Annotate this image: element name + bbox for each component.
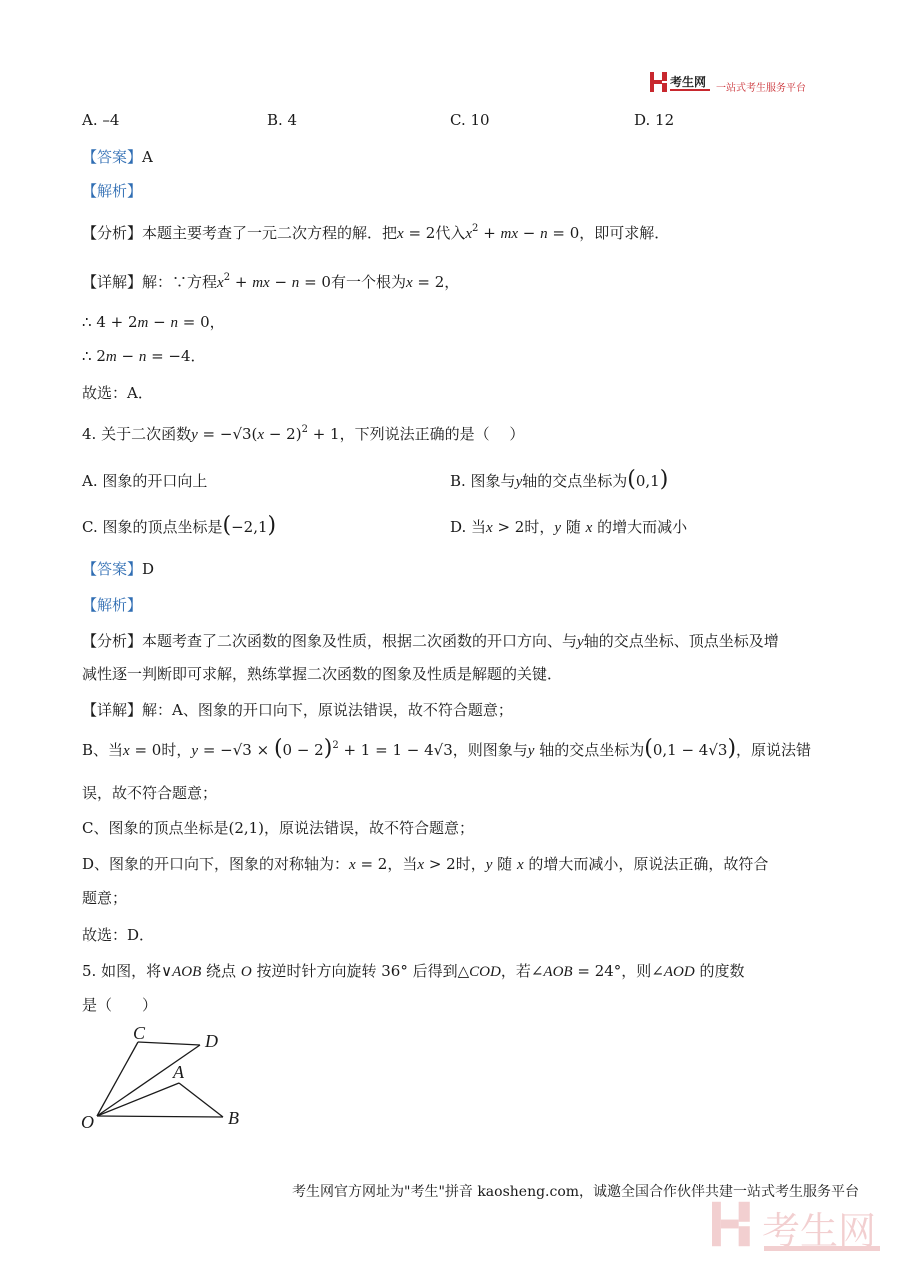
q4-answer: D [142,560,155,578]
q4-option-d-text-3: 随 [565,518,581,536]
q4-stem: 4. 关于二次函数$y = -√3(x - 2)^2 + 1$，下列说法正确的是（ ） [82,424,525,443]
label-b: B [228,1108,239,1128]
q4-fenxi-line-1: 【分析】本题考查了二次函数的图象及性质，根据二次函数的开口方向、与y轴的交点坐标、顶点坐标及增 [82,632,779,650]
q3-step-2: ∴ 2m − n = −4． [82,347,206,365]
q5-stem-line-1: 5. 如图，将∨AOB 绕点 O 按逆时针方向旋转 36° 后得到△COD，若∠AOB = 24°，则∠AOD 的度数 [82,962,745,980]
watermark-logo-icon [712,1200,752,1248]
q5-stem-text-3: 按逆时针方向旋转 [256,962,377,980]
q4-option-b: B. 图象与y轴的交点坐标为(0,1) [450,467,669,492]
q3-option-d: D. 12 [634,111,675,129]
q5-stem-text-4: 后得到 [412,962,458,980]
q4-xiangjie-b: B、当x = 0时，$y = -√3 \times (0 - 2)^2 + 1 = 1 - 4√3$，则图象与y 轴的交点坐标为(0,1 − 4√3)，原说法错 [82,736,812,761]
watermark-underline [764,1246,880,1251]
q4-xiangjie-a-text: 解：A、图象的开口向下，原说法错误，故不符合题意； [142,701,513,719]
q4-option-c: C. 图象的顶点坐标是(−2,1) [82,513,277,538]
q3-step-1: ∴ 4 + 2m − n = 0， [82,313,225,331]
label-c: C [133,1023,146,1043]
q4-option-d-text-1: D. 当 [450,518,487,536]
therefore-sign: ∴ [82,313,92,331]
q4-option-b-text-2: 轴的交点坐标为 [522,472,628,490]
q4-xiangjie-b-text-1: B、当 [82,741,124,759]
q5-stem-text-1: 5. 如图，将 [82,962,162,980]
q3-fenxi-text-3: ，即可求解． [579,224,670,242]
q3-option-c: C. 10 [450,111,490,129]
logo-mark-icon [650,72,668,92]
q4-stem-text-1: 4. 关于二次函数 [82,425,192,443]
q3-option-b: B. 4 [267,111,298,129]
q5-stem-text-6: ，则 [621,962,652,980]
xiangjie-tag: 【详解】 [82,273,143,291]
answer-tag: 【答案】 [82,560,143,578]
xiangjie-tag: 【详解】 [82,701,143,719]
q4-xiangjie-c: C、图象的顶点坐标是(2,1)，原说法错误，故不符合题意； [82,819,475,837]
therefore-sign: ∴ [82,347,92,365]
q4-xiangjie-a [82,699,513,720]
q4-option-d: D. 当x > 2时，y 随 x 的增大而减小 [450,518,688,536]
q3-fenxi-text-2: 代入 [435,224,466,242]
segment-od [97,1045,200,1116]
q4-xiangjie-b-text-3: ，则图象与 [452,741,528,759]
q4-xiangjie-b-text-4: 轴的交点坐标为 [539,741,645,759]
fenxi-tag: 【分析】 [82,632,143,650]
q5-stem-line-2: 是（ ） [82,996,158,1014]
q4-xiangjie-d: D、图象的开口向下，图象的对称轴为：x = 2，当x > 2时，y 随 x 的增大而减小，原说法正确，故符合 [82,855,769,873]
q4-option-a: A. 图象的开口向上 [82,472,208,490]
label-o: O [81,1112,94,1132]
q4-xiangjie-b-text-2: 时， [161,741,192,759]
q3-xiangjie-text-2: 有一个根为 [330,273,406,291]
q4-xiangjie-b-cont: 误，故不符合题意； [82,784,218,802]
q3-xiangjie: 【详解】解：∵方程$x^2$ + mx − n = 0有一个根为x = 2， [82,272,460,291]
math: x [397,226,404,242]
q3-answer-line [82,146,153,167]
watermark-name: 考生网 [762,1211,877,1253]
q3-fenxi-text-1: 本题主要考查了一元二次方程的解．把 [142,224,398,242]
q4-stem-text-2: ，下列说法正确的是（ ） [339,425,525,443]
q3-conclusion: 故选：A． [82,384,153,402]
answer-tag: 【答案】 [82,148,143,166]
label-a: A [173,1062,184,1082]
q4-option-d-text-2: 时， [524,518,555,536]
q4-answer-line [82,558,154,579]
q5-stem-text-2: 绕点 [206,962,237,980]
segment-cd [138,1042,200,1045]
label-d: D [205,1031,218,1051]
logo-underline [670,89,710,91]
footer-text: 考生网官方网址为"考生"拼音 kaosheng.com，诚邀全国合作伙伴共建一站式考生服务平台 [292,1184,860,1200]
q3-answer: A [142,148,153,166]
header-logo [650,72,820,98]
q4-option-c-text: C. 图象的顶点坐标是 [82,518,223,536]
q5-stem-text-5: ，若 [500,962,531,980]
q3-xiangjie-text-1: 解：∵方程 [142,273,218,291]
q4-xiangjie-b-text-5: ，原说法错 [736,741,812,759]
q4-option-b-text-1: B. 图象与 [450,472,516,490]
q3-fenxi: 【分析】本题主要考查了一元二次方程的解．把x = 2代入$x^2$ + mx − n = 0，即可求解． [82,223,670,242]
q4-analysis-tag: 【解析】 [82,596,143,614]
q4-xiangjie-d-text-2: ，当 [387,855,418,873]
q5-figure [75,1020,255,1135]
segment-ab [179,1083,223,1117]
logo-slogan: 一站式考生服务平台 [716,83,806,94]
q4-xiangjie-d-text-5: 的增大而减小，原说法正确，故符合 [528,855,769,873]
q4-fenxi-text-2: 轴的交点坐标、顶点坐标及增 [583,632,779,650]
q4-xiangjie-d-cont: 题意； [82,889,128,907]
q4-conclusion: 故选：D． [82,926,155,944]
q4-xiangjie-d-text-1: D、图象的开口向下，图象的对称轴为： [82,855,350,873]
fenxi-tag: 【分析】 [82,224,143,242]
q4-fenxi-line-2: 减性逐一判断即可求解，熟练掌握二次函数的图象及性质是解题的关键． [82,665,563,683]
segment-oc [97,1042,138,1116]
q4-fenxi-text-1: 本题考查了二次函数的图象及性质，根据二次函数的开口方向、与 [142,632,578,650]
watermark [712,1200,882,1260]
logo-name: 考生网 [670,75,707,89]
q3-option-a: A. –4 [82,111,120,129]
q4-xiangjie-d-text-3: 时， [455,855,486,873]
segment-ob [97,1116,223,1117]
q4-option-d-text-4: 的增大而减小 [597,518,688,536]
q4-xiangjie-d-text-4: 随 [497,855,513,873]
q5-stem-text-7: 的度数 [699,962,745,980]
q3-analysis-tag: 【解析】 [82,182,143,200]
